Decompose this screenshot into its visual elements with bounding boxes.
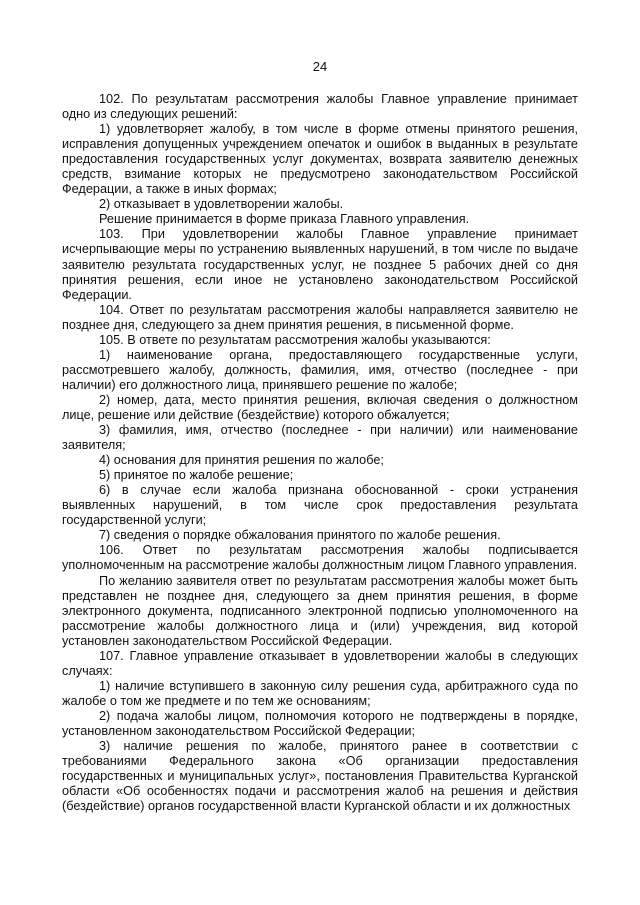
paragraph-105-item-2: 2) номер, дата, место принятия решения, включая сведения о должностном лице, решение или действие (бездействие) которого обжалуется; [62,392,578,422]
page-number: 24 [312,59,328,74]
paragraph-decision-form: Решение принимается в форме приказа Главного управления. [99,212,470,227]
paragraph-103: 103. При удовлетворении жалобы Главное управление принимает исчерпывающие меры по устранению выявленных нарушений, в том числе по выдаче заявителю результата государственных услуг, не позднее 5 рабочих дней со дня принятия решения, если иное не установлено законодательством Российской Федерации. [62,227,578,302]
paragraph-105-item-5: 5) принятое по жалобе решение; [99,468,294,483]
paragraph-107-item-3: 3) наличие решения по жалобе, принятого ранее в соответствии с требованиями Федерального закона «Об организации предоставления государственных и муниципальных услуг», постановления Правительства Курганской области «Об особенностях подачи и рассмотрения жалоб на решения и действия (бездействие) органов государственной власти Курганской области и их должностных [62,739,578,814]
paragraph-electronic-answer: По желанию заявителя ответ по результатам рассмотрения жалобы может быть представлен не позднее дня, следующего за днем принятия решения, в форме электронного документа, подписанного электронной подписью уполномоченного на рассмотрение жалобы должностного лица и (или) учреждения, вид которой установлен законодательством Российской Федерации. [62,573,578,648]
paragraph-102: 102. По результатам рассмотрения жалобы Главное управление принимает одно из следующих решений: [62,92,578,122]
paragraph-107-item-1: 1) наличие вступившего в законную силу решения суда, арбитражного суда по жалобе о том же предмете и по тем же основаниям; [62,678,578,708]
paragraph-105-item-4: 4) основания для принятия решения по жалобе; [99,453,384,468]
paragraph-107-item-2: 2) подача жалобы лицом, полномочия которого не подтверждены в порядке, установленном законодательством Российской Федерации; [62,708,578,738]
paragraph-105: 105. В ответе по результатам рассмотрения жалобы указываются: [99,332,491,347]
paragraph-104: 104. Ответ по результатам рассмотрения жалобы направляется заявителю не позднее дня, следующего за днем принятия решения, в письменной форме. [62,302,578,332]
paragraph-105-item-6: 6) в случае если жалоба признана обоснованной - сроки устранения выявленных нарушений, в том числе срок предоставления результата государственной услуги; [62,483,578,528]
paragraph-105-item-3: 3) фамилия, имя, отчество (последнее - при наличии) или наименование заявителя; [62,423,578,453]
paragraph-106: 106. Ответ по результатам рассмотрения жалобы подписывается уполномоченным на рассмотрение жалобы должностным лицом Главного управления. [62,543,578,573]
paragraph-107: 107. Главное управление отказывает в удовлетворении жалобы в следующих случаях: [62,648,578,678]
document-body [62,92,578,814]
paragraph-102-item-2: 2) отказывает в удовлетворении жалобы. [99,197,344,212]
paragraph-105-item-7: 7) сведения о порядке обжалования принятого по жалобе решения. [99,528,501,543]
paragraph-102-item-1: 1) удовлетворяет жалобу, в том числе в форме отмены принятого решения, исправления допущенных учреждением опечаток и ошибок в выданных в результате предоставления государственных услуг документах, возврата заявителю денежных средств, взимание которых не предусмотрено законодательством Российской Федерации, а также в иных формах; [62,122,578,197]
paragraph-105-item-1: 1) наименование органа, предоставляющего государственные услуги, рассмотревшего жалобу, должность, фамилия, имя, отчество (последнее - при наличии) его должностного лица, принявшего решение по жалобе; [62,347,578,392]
